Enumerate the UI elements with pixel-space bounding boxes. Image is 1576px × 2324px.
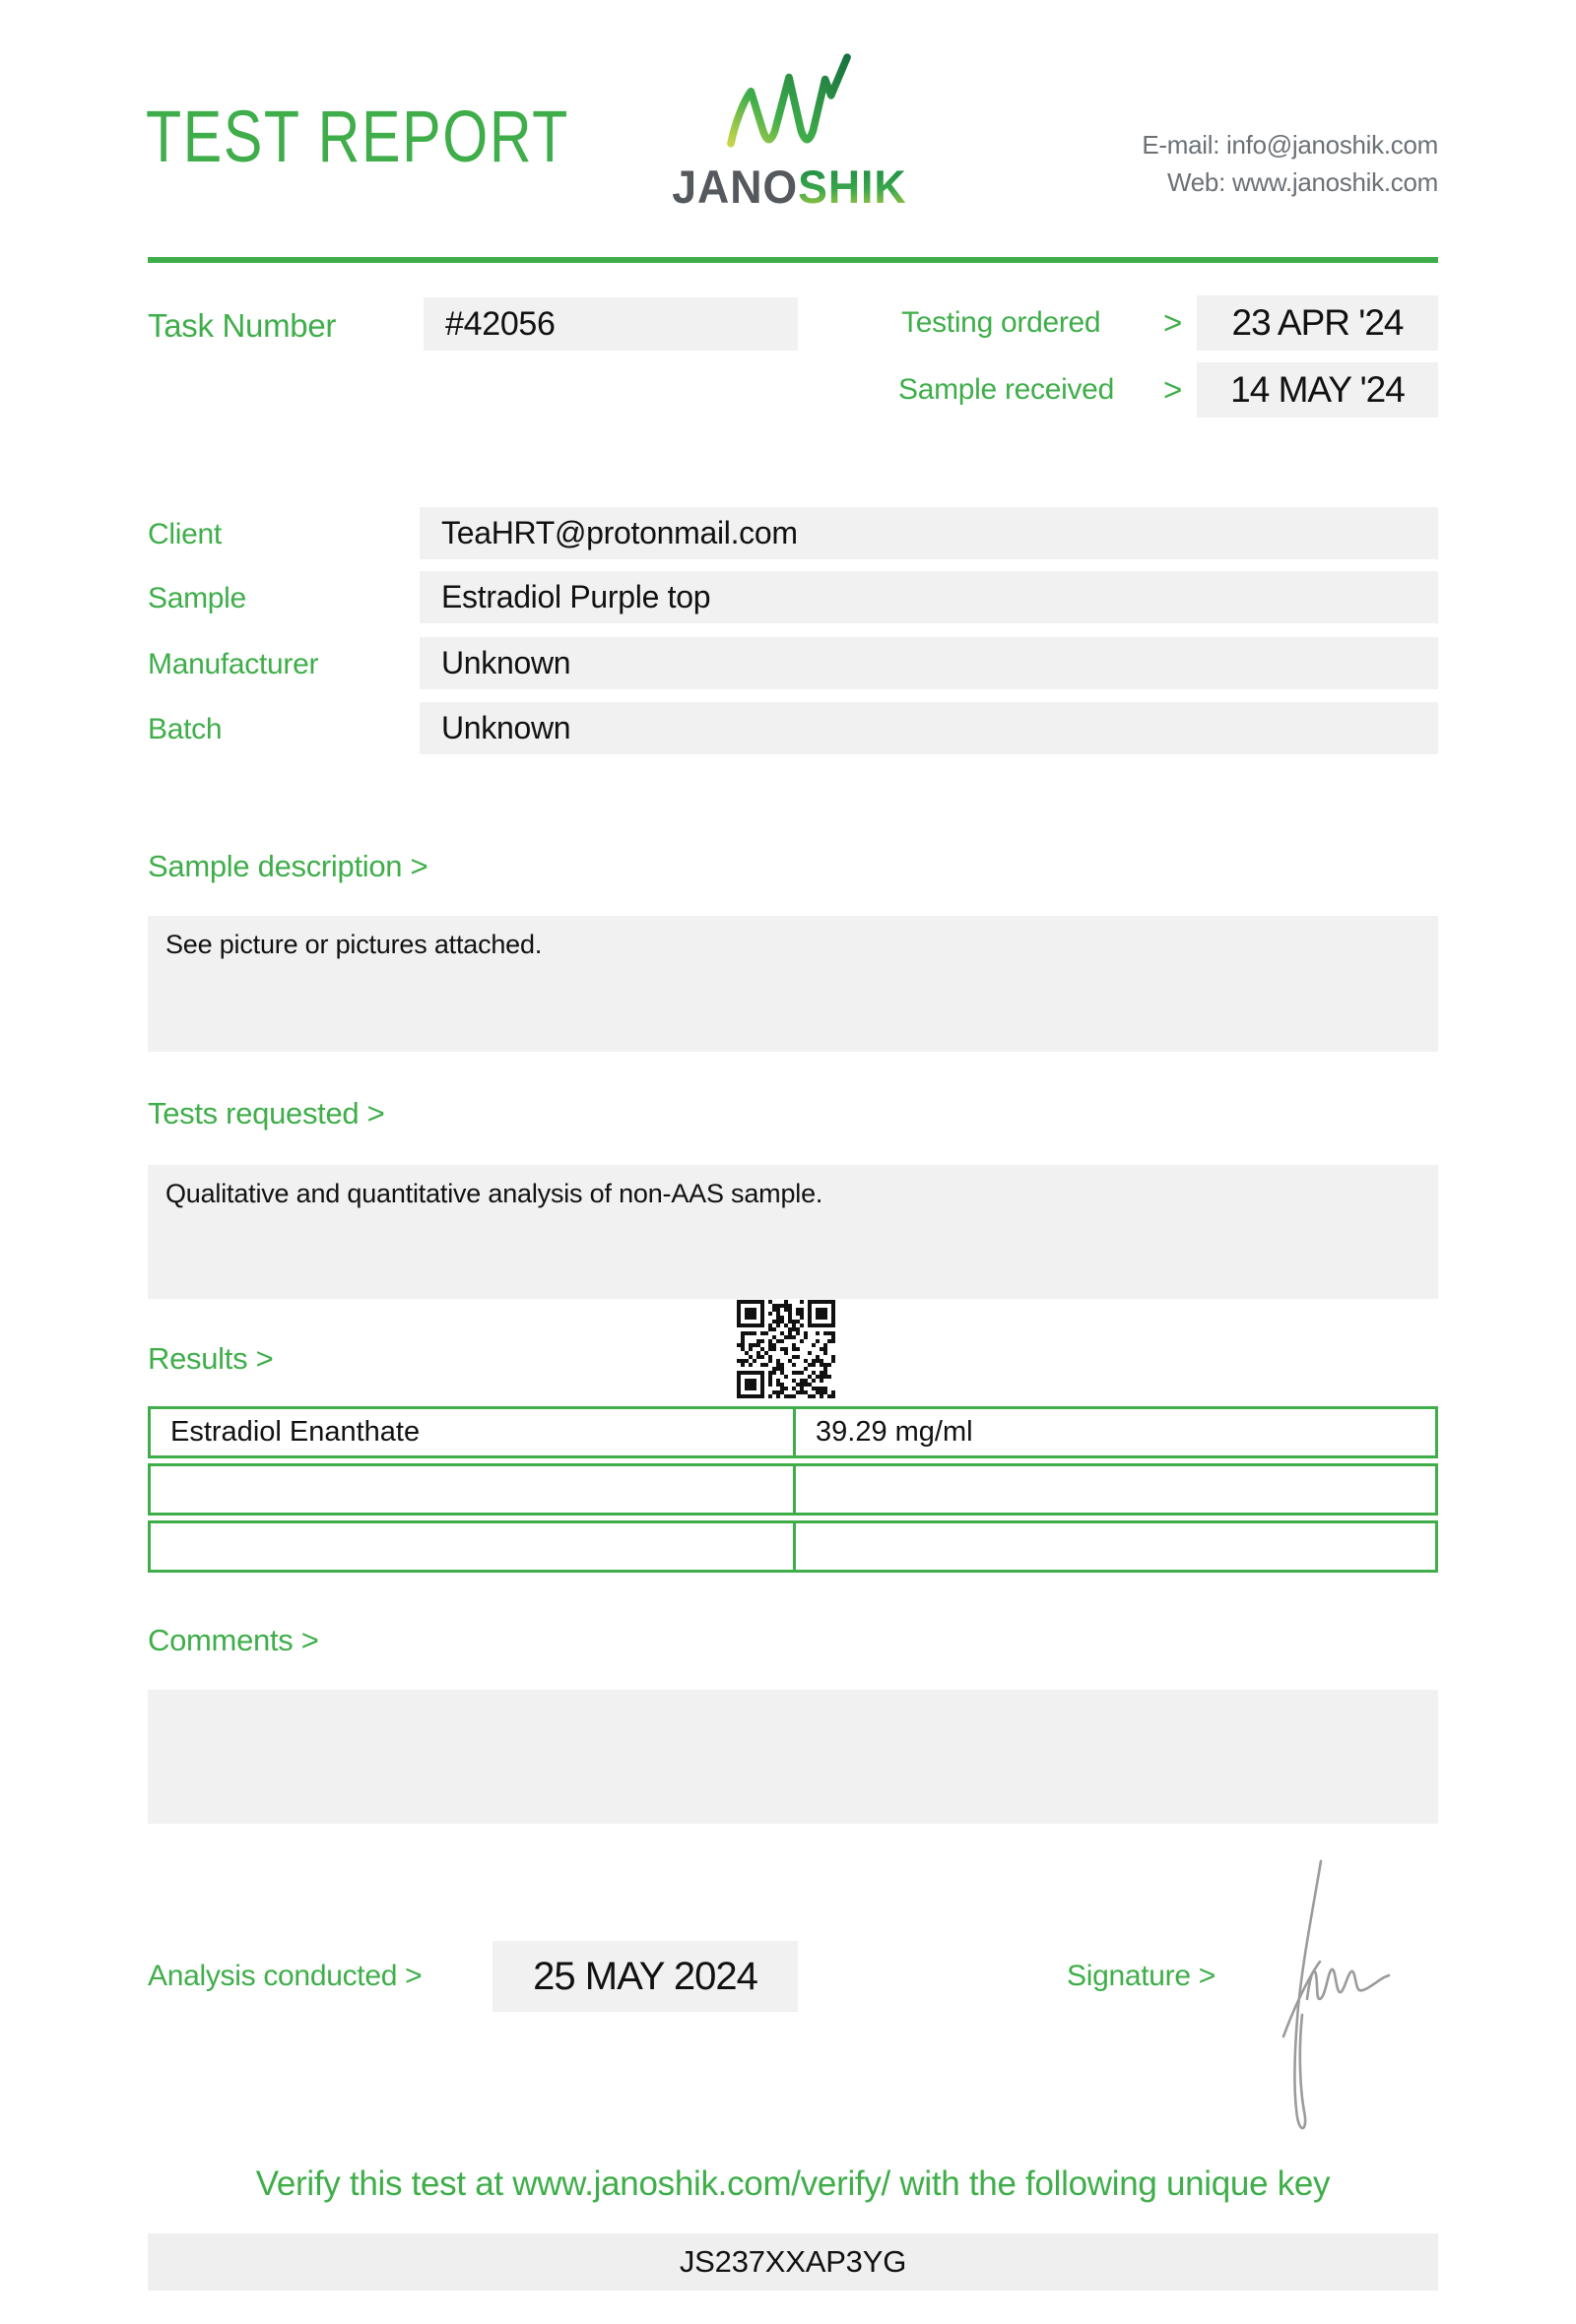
task-number-label: Task Number <box>148 307 337 344</box>
batch-label: Batch <box>148 713 223 745</box>
client-box <box>420 507 1438 559</box>
result-name-cell: Estradiol Enanthate <box>151 1409 796 1455</box>
logo-word-green: SHIK <box>798 161 907 213</box>
logo-word-dark: JANO <box>672 161 799 213</box>
testing-ordered-arrow: > <box>1163 304 1182 341</box>
client-value: TeaHRT@protonmail.com <box>441 515 798 550</box>
signature-scribble <box>1264 1849 1402 2155</box>
results-table-row <box>148 1406 1438 1458</box>
sample-received-label: Sample received <box>898 373 1114 406</box>
task-number-box <box>424 297 798 351</box>
result-value-cell: 39.29 mg/ml <box>816 1416 973 1448</box>
task-number-value: #42056 <box>445 305 556 343</box>
tests-requested-box: Qualitative and quantitative analysis of non-AAS sample. <box>148 1165 1438 1299</box>
sample-description-box: See picture or pictures attached. <box>148 916 1438 1052</box>
result-value-cell <box>796 1466 1435 1513</box>
sample-value: Estradiol Purple top <box>441 579 711 614</box>
page-title: TEST REPORT <box>146 96 569 177</box>
manufacturer-value: Unknown <box>441 645 571 680</box>
comments-box <box>148 1690 1438 1824</box>
signature-label: Signature > <box>1067 1960 1215 1992</box>
sample-received-date: 14 MAY '24 <box>1197 362 1438 418</box>
sample-label: Sample <box>148 582 246 614</box>
verify-instruction: Verify this test at www.janoshik.com/verify/ with the following unique key <box>255 2164 1331 2203</box>
result-name-cell <box>151 1523 796 1570</box>
contact-web: Web: www.janoshik.com <box>1167 167 1438 197</box>
testing-ordered-date: 23 APR '24 <box>1197 295 1438 351</box>
chart-growth-icon <box>700 47 878 158</box>
testing-ordered-label: Testing ordered <box>901 306 1101 339</box>
result-value-cell <box>796 1523 1435 1570</box>
analysis-date-value: 25 MAY 2024 <box>533 1955 757 1998</box>
header-divider <box>148 257 1438 263</box>
result-name-cell <box>151 1466 796 1513</box>
sample-box <box>420 571 1438 623</box>
comments-heading: Comments > <box>148 1623 319 1657</box>
results-table-row <box>148 1463 1438 1516</box>
contact-email: E-mail: info@janoshik.com <box>1142 130 1438 160</box>
contact-block <box>1142 126 1438 201</box>
qr-code <box>737 1300 835 1398</box>
analysis-conducted-label: Analysis conducted > <box>148 1960 423 1992</box>
batch-box <box>420 702 1438 754</box>
manufacturer-label: Manufacturer <box>148 648 319 680</box>
sample-received-arrow: > <box>1163 371 1182 408</box>
results-table-row <box>148 1520 1438 1573</box>
unique-key-box: JS237XXAP3YG <box>148 2233 1438 2291</box>
analysis-date-box <box>492 1941 798 2012</box>
batch-value: Unknown <box>441 710 571 745</box>
results-heading: Results > <box>148 1341 274 1376</box>
sample-description-heading: Sample description > <box>148 849 428 883</box>
client-label: Client <box>148 518 222 550</box>
tests-requested-heading: Tests requested > <box>148 1096 385 1130</box>
manufacturer-box <box>420 637 1438 689</box>
janoshik-logo <box>666 47 912 214</box>
logo-wordmark <box>672 160 906 214</box>
